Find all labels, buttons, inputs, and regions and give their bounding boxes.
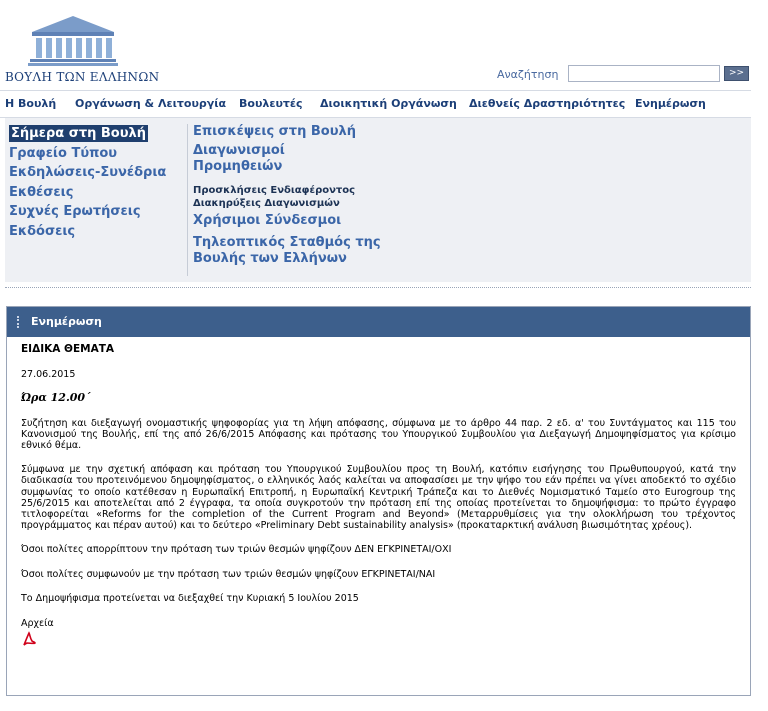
menu-item-links[interactable]: Χρήσιμοι Σύνδεσμοι <box>193 213 342 228</box>
parliament-logo-icon[interactable] <box>28 14 118 68</box>
article-body <box>7 337 750 647</box>
panel-column-right <box>193 124 433 267</box>
files-label: Αρχεία <box>21 618 54 630</box>
menu-item-visits[interactable]: Επισκέψεις στη Βουλή <box>193 124 356 139</box>
article-date: 27.06.2015 <box>21 369 76 381</box>
menu-item-exhibitions[interactable]: Εκθέσεις <box>9 184 74 200</box>
pdf-icon[interactable] <box>21 631 37 647</box>
news-dropdown-panel <box>5 118 751 282</box>
menu-item-events[interactable]: Εκδηλώσεις-Συνέδρια <box>9 165 167 181</box>
box-header <box>7 307 750 337</box>
box-title: Ενημέρωση <box>31 315 102 328</box>
nav-item-mps[interactable]: Βουλευτές <box>239 97 303 110</box>
nav-item-international[interactable]: Διεθνείς Δραστηριότητες <box>469 97 626 110</box>
menu-item-tv-line2: Βουλής των Ελλήνων <box>193 251 347 266</box>
menu-item-tv[interactable] <box>193 235 433 267</box>
search-input[interactable] <box>568 65 720 82</box>
article-heading: ΕΙΔΙΚΑ ΘΕΜΑΤΑ <box>21 343 114 355</box>
search-button[interactable]: >> <box>724 66 749 81</box>
panel-column-left <box>9 124 179 242</box>
nav-item-parliament[interactable]: Η Βουλή <box>5 97 57 110</box>
nav-item-administration[interactable]: Διοικητική Οργάνωση <box>320 97 457 110</box>
article-paragraph-2: Σύμφωνα με την σχετική απόφαση και πρόταση του Υπουργικού Συμβουλίου προς τη Βουλή, κατόπιν εισήγησης του Πρωθυπουργού, κατά την διαδικασία του προτεινόμενου δημοψηφίσματος, ο ελληνικός λαός καλείται να αποφασίσει με την ψήφο του εάν πρέπει να γίνει αποδεκτό το σχέδιο συμφωνίας το οποίο κατέθεσαν η Ευρωπαϊκή Επιτροπή, η Ευρωπαϊκή Κεντρική Τράπεζα και το Διεθνές Νομισματικό Ταμείο στο Eurogroup της 25/6/2015 και αποτελείται από 2 έγγραφα, τα οποία συγκροτούν την πρόταση επί της οποίας προτείνεται το δημοψήφισμα: το πρώτο έγγραφο τιτλοφορείται «Reforms for the completion of the Current Program and Beyond» (Μεταρρυθμίσεις για την ολοκλήρωση του τρέχοντος προγράμματος και πέραν αυτού) και το δεύτερο «Preliminary Debt sustainability analysis» (προκαταρκτική ανάλυση βιωσιμότητας χρέους). <box>21 464 736 532</box>
article-time: Ώρα 12.00΄ <box>21 391 91 405</box>
menu-item-tenders-line2: Προμηθειών <box>193 159 283 174</box>
menu-item-tv-line1: Τηλεοπτικός Σταθμός της <box>193 235 381 250</box>
article-paragraph-3: Όσοι πολίτες απορρίπτουν την πρόταση των τριών θεσμών ψηφίζουν ΔΕΝ ΕΓΚΡΙΝΕΤΑΙ/ΟΧΙ <box>21 544 452 556</box>
nav-item-organization[interactable]: Οργάνωση & Λειτουργία <box>75 97 227 110</box>
menu-item-faq[interactable]: Συχνές Ερωτήσεις <box>9 204 141 220</box>
menu-item-tenders[interactable] <box>193 143 433 175</box>
panel-divider <box>187 124 188 276</box>
menu-item-press-office[interactable]: Γραφείο Τύπου <box>9 145 118 161</box>
article-paragraph-1: Συζήτηση και διεξαγωγή ονομαστικής ψηφοφορίας για τη λήψη απόφασης, σύμφωνα με το άρθρο 44 παρ. 2 εδ. α' του Συντάγματος και 115 του Κανονισμού της Βουλής, επί της από 26/6/2015 Απόφασης και πρότασης του Υπουργικού Συμβουλίου για Διεξαγωγή Δημοψηφίσματος για κρίσιμο εθνικό θέμα. <box>21 417 736 452</box>
menu-item-publications[interactable]: Εκδόσεις <box>9 223 76 239</box>
grip-icon <box>17 316 19 328</box>
menu-item-announcements[interactable]: Διακηρύξεις Διαγωνισμών <box>193 198 340 209</box>
article-paragraph-4: Όσοι πολίτες συμφωνούν με την πρόταση των τριών θεσμών ψηφίζουν ΕΓΚΡΙΝΕΤΑΙ/ΝΑΙ <box>21 568 436 580</box>
dotted-separator <box>5 287 751 288</box>
news-content-box <box>6 306 751 696</box>
article-paragraph-5: Το Δημοψήφισμα προτείνεται να διεξαχθεί την Κυριακή 5 Ιουλίου 2015 <box>21 592 359 604</box>
menu-item-today[interactable]: Σήμερα στη Βουλή <box>11 126 147 141</box>
search-label: Αναζήτηση <box>497 68 559 81</box>
site-title[interactable]: ΒΟΥΛΗ ΤΩΝ ΕΛΛΗΝΩΝ <box>5 70 160 84</box>
main-nav <box>0 90 751 118</box>
menu-item-tenders-line1: Διαγωνισμοί <box>193 143 285 158</box>
menu-item-calls[interactable]: Προσκλήσεις Ενδιαφέροντος <box>193 185 356 196</box>
nav-item-news[interactable]: Ενημέρωση <box>635 97 706 110</box>
